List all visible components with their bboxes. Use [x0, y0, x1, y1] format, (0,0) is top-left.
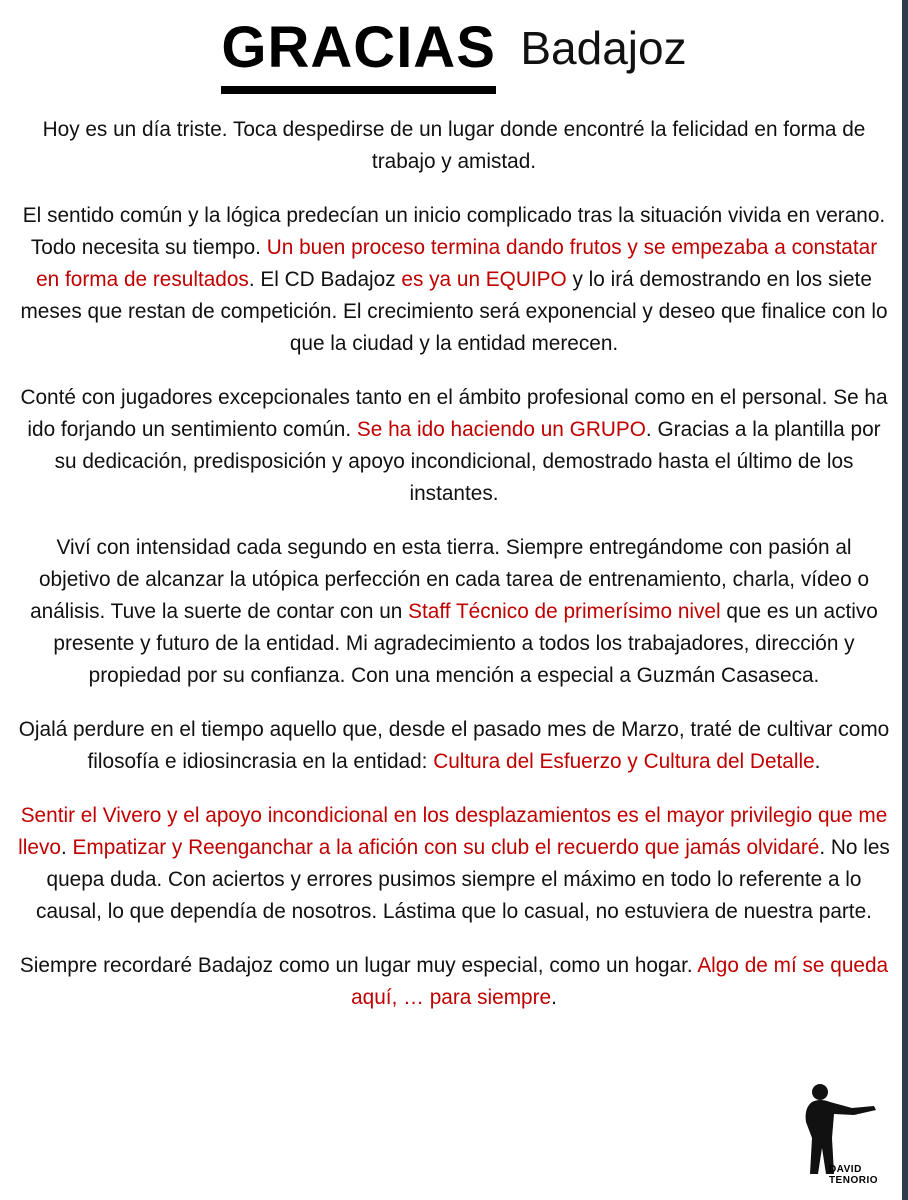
right-edge-strip — [902, 0, 908, 1200]
highlighted-text: es ya un EQUIPO — [401, 268, 567, 291]
body-text: . Gracias a la plantilla por su dedicación, predisposición y apoyo incondicional, demostrado hasta el último de los instantes. — [54, 418, 881, 505]
letter-paragraph — [18, 532, 890, 692]
body-text: Conté con jugadores excepcionales tanto en el ámbito profesional como en el personal. Se ha ido forjando un sentimiento común. — [20, 386, 888, 441]
letter-paragraph — [18, 114, 890, 178]
letter-body — [18, 114, 890, 1036]
signature-first-name: DAVID — [828, 1164, 862, 1175]
body-text: El sentido común y la lógica predecían un inicio complicado tras la situación vivida en verano. Todo necesita su tiempo. — [22, 204, 886, 259]
title-gracias: GRACIAS — [221, 16, 495, 94]
body-text: Viví con intensidad cada segundo en esta tierra. Siempre entregándome con pasión al objetivo de alcanzar la utópica perfección en cada tarea de entrenamiento, charla, vídeo o análisis. Tuve la suerte de contar con un — [30, 536, 870, 623]
highlighted-text: Algo de mí se queda aquí, … para siempre — [351, 954, 889, 1009]
highlighted-text: Un buen proceso termina dando frutos y se empezaba a constatar en forma de resultados — [36, 236, 878, 291]
letter-paragraph — [18, 714, 890, 778]
highlighted-text: Sentir el Vivero y el apoyo incondicional en los desplazamientos es el mayor privilegio que me llevo — [18, 804, 888, 859]
body-text: y lo irá demostrando en los siete meses que restan de competición. El crecimiento será exponencial y deseo que finalice con lo que la ciudad y la entidad merecen. — [20, 268, 888, 355]
body-text: . — [814, 750, 821, 773]
signature-name — [829, 1164, 878, 1186]
body-text: Siempre recordaré Badajoz como un lugar muy especial, como un hogar. — [19, 954, 698, 977]
letter-paragraph — [18, 382, 890, 510]
title-city: Badajoz — [520, 22, 687, 74]
body-text: . No les quepa duda. Con aciertos y errores pusimos siempre el máximo en todo lo referente a lo causal, lo que dependía de nosotros. Lástima que lo casual, no estuviera de nuestra parte. — [36, 836, 890, 923]
letter-paragraph — [18, 950, 890, 1014]
body-text: Hoy es un día triste. Toca despedirse de un lugar donde encontré la felicidad en forma de trabajo y amistad. — [42, 118, 866, 173]
highlighted-text: Cultura del Esfuerzo y Cultura del Detalle — [433, 750, 815, 773]
signature-last-name: TENORIO — [828, 1175, 878, 1186]
body-text: . — [551, 986, 557, 1009]
body-text: . — [60, 836, 73, 859]
highlighted-text: Empatizar y Reenganchar a la afición con su club el recuerdo que jamás olvidaré — [72, 836, 820, 859]
body-text: Ojalá perdure en el tiempo aquello que, desde el pasado mes de Marzo, traté de cultivar como filosofía e idiosincrasia en la entidad: — [18, 718, 890, 773]
highlighted-text: Staff Técnico de primerísimo nivel — [408, 600, 721, 623]
letter-header — [0, 16, 908, 94]
highlighted-text: Se ha ido haciendo un GRUPO — [356, 418, 646, 441]
body-text: que es un activo presente y futuro de la entidad. Mi agradecimiento a todos los trabajadores, dirección y propiedad por su confianza. Con una mención a especial a Guzmán Casaseca. — [53, 600, 878, 687]
letter-paragraph — [18, 800, 890, 928]
body-text: . El CD Badajoz — [248, 268, 402, 291]
letter-paragraph — [18, 200, 890, 360]
